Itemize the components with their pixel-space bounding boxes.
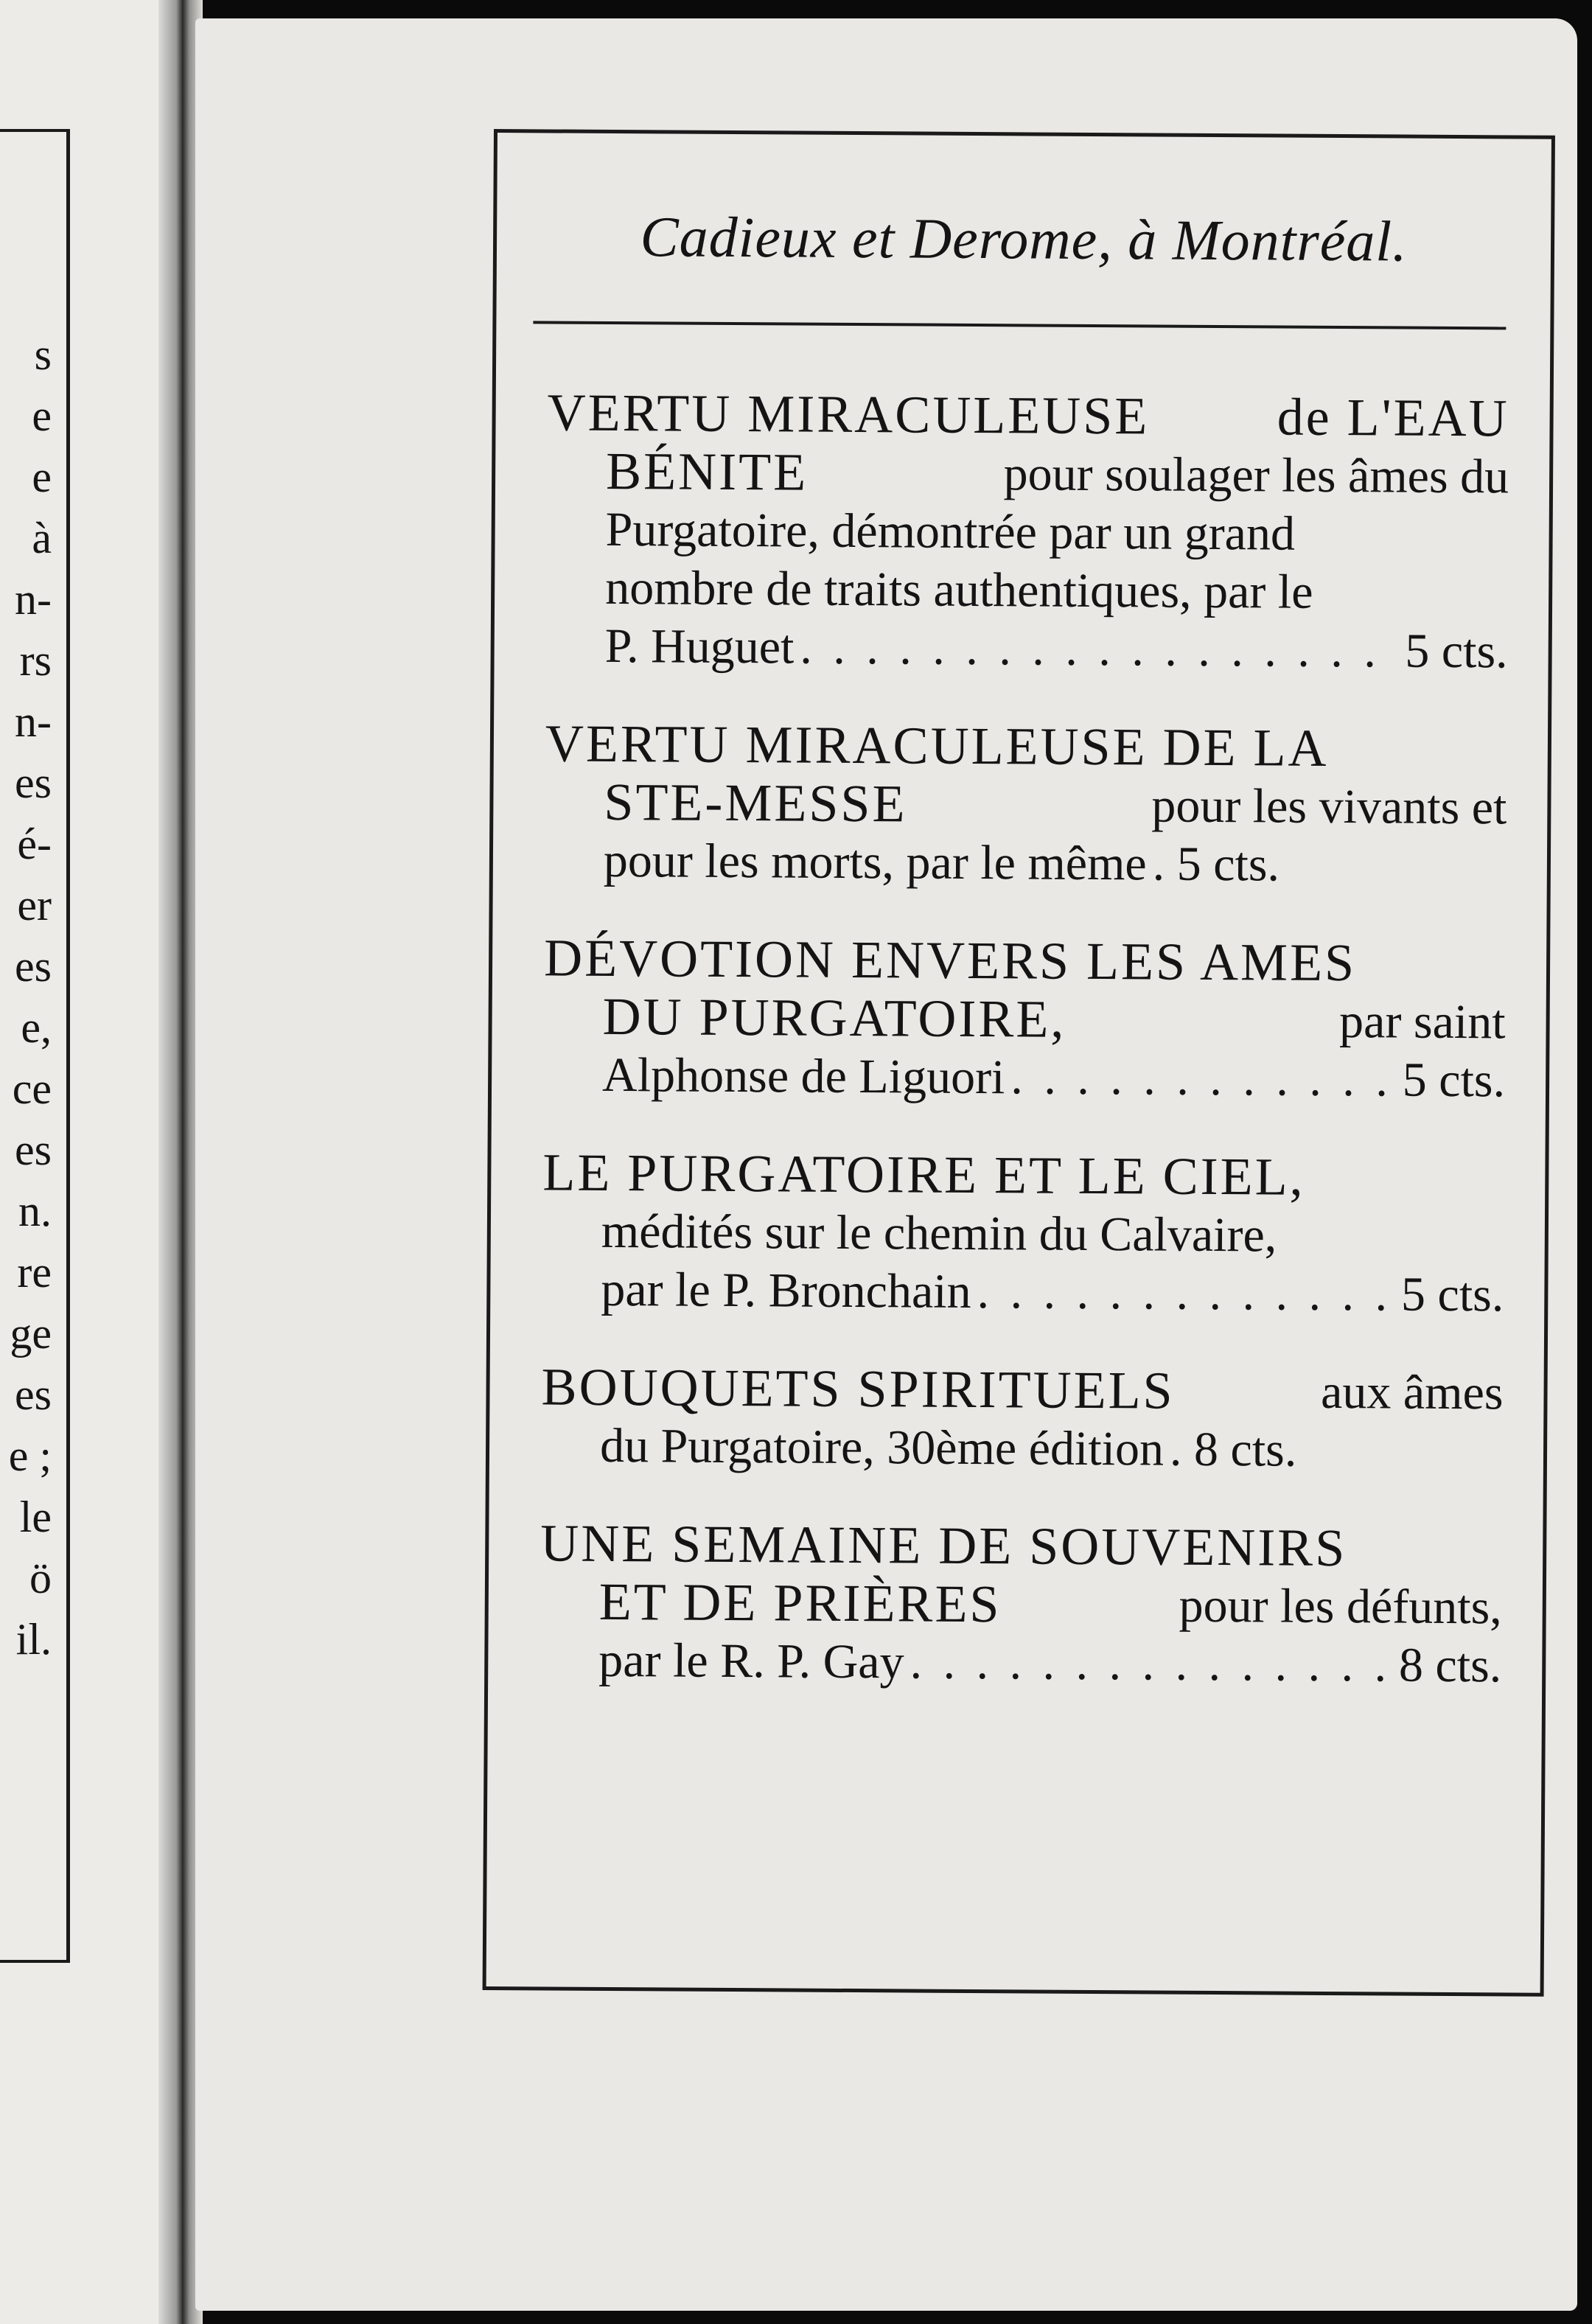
entry-title: ET DE PRIÈRES <box>598 1571 1002 1634</box>
entry-line <box>543 987 1505 1051</box>
leader-dots <box>800 618 1399 680</box>
entry-line <box>545 772 1507 837</box>
entry-text: pour les morts, par le même <box>603 833 1147 891</box>
entry-line <box>547 442 1509 506</box>
entry-text: pour les défunts, <box>1179 1578 1502 1635</box>
text-fragment: n- <box>15 575 52 624</box>
book-entry <box>541 1358 1504 1480</box>
entry-title: STE-MESSE <box>604 772 907 834</box>
text-fragment: er <box>17 881 52 929</box>
text-fragment: é- <box>17 820 52 868</box>
entry-text: P. Huguet <box>604 618 795 674</box>
book-entry <box>540 1514 1502 1695</box>
entry-price: 5 cts. <box>1402 1053 1506 1108</box>
entry-text: pour soulager les âmes du <box>1003 447 1509 504</box>
entry-text: par le P. Bronchain <box>601 1262 971 1319</box>
text-fragment: re <box>17 1248 52 1297</box>
entry-price-line <box>545 616 1507 680</box>
entry-price-line <box>541 1416 1503 1480</box>
entry-line: nombre de traits authentiques, par le <box>604 560 1313 619</box>
book-entry <box>545 383 1509 680</box>
entry-line <box>545 714 1507 778</box>
text-fragment: es <box>15 942 52 991</box>
entry-line <box>544 929 1506 993</box>
publisher-heading: Cadieux et Derome, à Montréal. <box>640 204 1408 273</box>
text-fragment: ge <box>10 1309 52 1358</box>
book-entry <box>545 714 1507 895</box>
entry-line <box>542 1143 1504 1207</box>
previous-page-text <box>0 324 52 1670</box>
entry-price-line <box>542 1260 1504 1324</box>
text-fragment: n. <box>18 1187 52 1235</box>
entry-text: pour les vivants et <box>1151 778 1507 835</box>
page <box>195 18 1577 2311</box>
advertisement-frame <box>483 129 1555 1997</box>
entry-text: du Purgatoire, 30ème édition <box>599 1418 1165 1476</box>
entry-price: . 5 cts. <box>1152 837 1280 892</box>
entry-title: VERTU MIRACULEUSE <box>547 383 1150 446</box>
entry-price-line <box>545 831 1507 895</box>
previous-page <box>0 0 184 2324</box>
leader-dots <box>910 1633 1393 1694</box>
entry-title: BOUQUETS SPIRITUELS <box>541 1357 1175 1420</box>
entry-price: 5 cts. <box>1400 1267 1504 1322</box>
text-fragment: e <box>32 391 52 440</box>
entry-text: par le R. P. Gay <box>598 1633 904 1689</box>
entry-line <box>540 1514 1502 1578</box>
book-entry <box>542 1143 1504 1324</box>
entry-line <box>541 1358 1503 1422</box>
entry-line: Purgatoire, démontrée par un grand <box>605 502 1296 561</box>
text-fragment: le <box>19 1493 52 1541</box>
entry-title: BÉNITE <box>605 441 809 502</box>
entry-price: 5 cts. <box>1405 624 1508 679</box>
leader-dots <box>1010 1048 1397 1109</box>
entry-text: par saint <box>1338 994 1506 1050</box>
text-fragment: e ; <box>8 1431 52 1480</box>
text-fragment: il. <box>15 1615 52 1664</box>
entry-line: médités sur le chemin du Calvaire, <box>601 1204 1277 1263</box>
entry-text: Alphonse de Liguori <box>601 1047 1005 1105</box>
book-list <box>540 383 1509 1734</box>
entry-title: LE PURGATOIRE ET LE CIEL, <box>542 1142 1305 1207</box>
entry-title: DU PURGATOIRE, <box>602 986 1066 1049</box>
text-fragment: ö <box>29 1554 52 1602</box>
entry-title: de L'EAU <box>1277 387 1509 448</box>
entry-price: 8 cts. <box>1398 1638 1502 1693</box>
text-fragment: rs <box>19 636 52 685</box>
entry-line <box>547 383 1509 447</box>
entry-title: UNE SEMAINE DE SOUVENIRS <box>540 1513 1347 1578</box>
text-fragment: e, <box>21 1003 52 1052</box>
entry-price: . 8 cts. <box>1169 1422 1297 1477</box>
entry-price-line <box>543 1045 1505 1109</box>
text-fragment: ce <box>12 1064 52 1113</box>
entry-text: aux âmes <box>1320 1364 1504 1420</box>
entry-title: DÉVOTION ENVERS LES AMES <box>543 928 1357 993</box>
heading-rule <box>533 321 1506 329</box>
entry-price-line <box>540 1630 1501 1695</box>
text-fragment: es <box>15 1370 52 1419</box>
text-fragment: es <box>15 1126 52 1174</box>
text-fragment: es <box>15 758 52 807</box>
text-fragment: e <box>32 453 52 501</box>
entry-line <box>540 1572 1502 1636</box>
text-fragment: s <box>34 330 52 379</box>
entry-title: VERTU MIRACULEUSE DE LA <box>545 713 1329 778</box>
leader-dots <box>977 1263 1395 1323</box>
text-fragment: n- <box>15 697 52 746</box>
text-fragment: à <box>32 514 52 562</box>
book-entry <box>543 929 1506 1109</box>
